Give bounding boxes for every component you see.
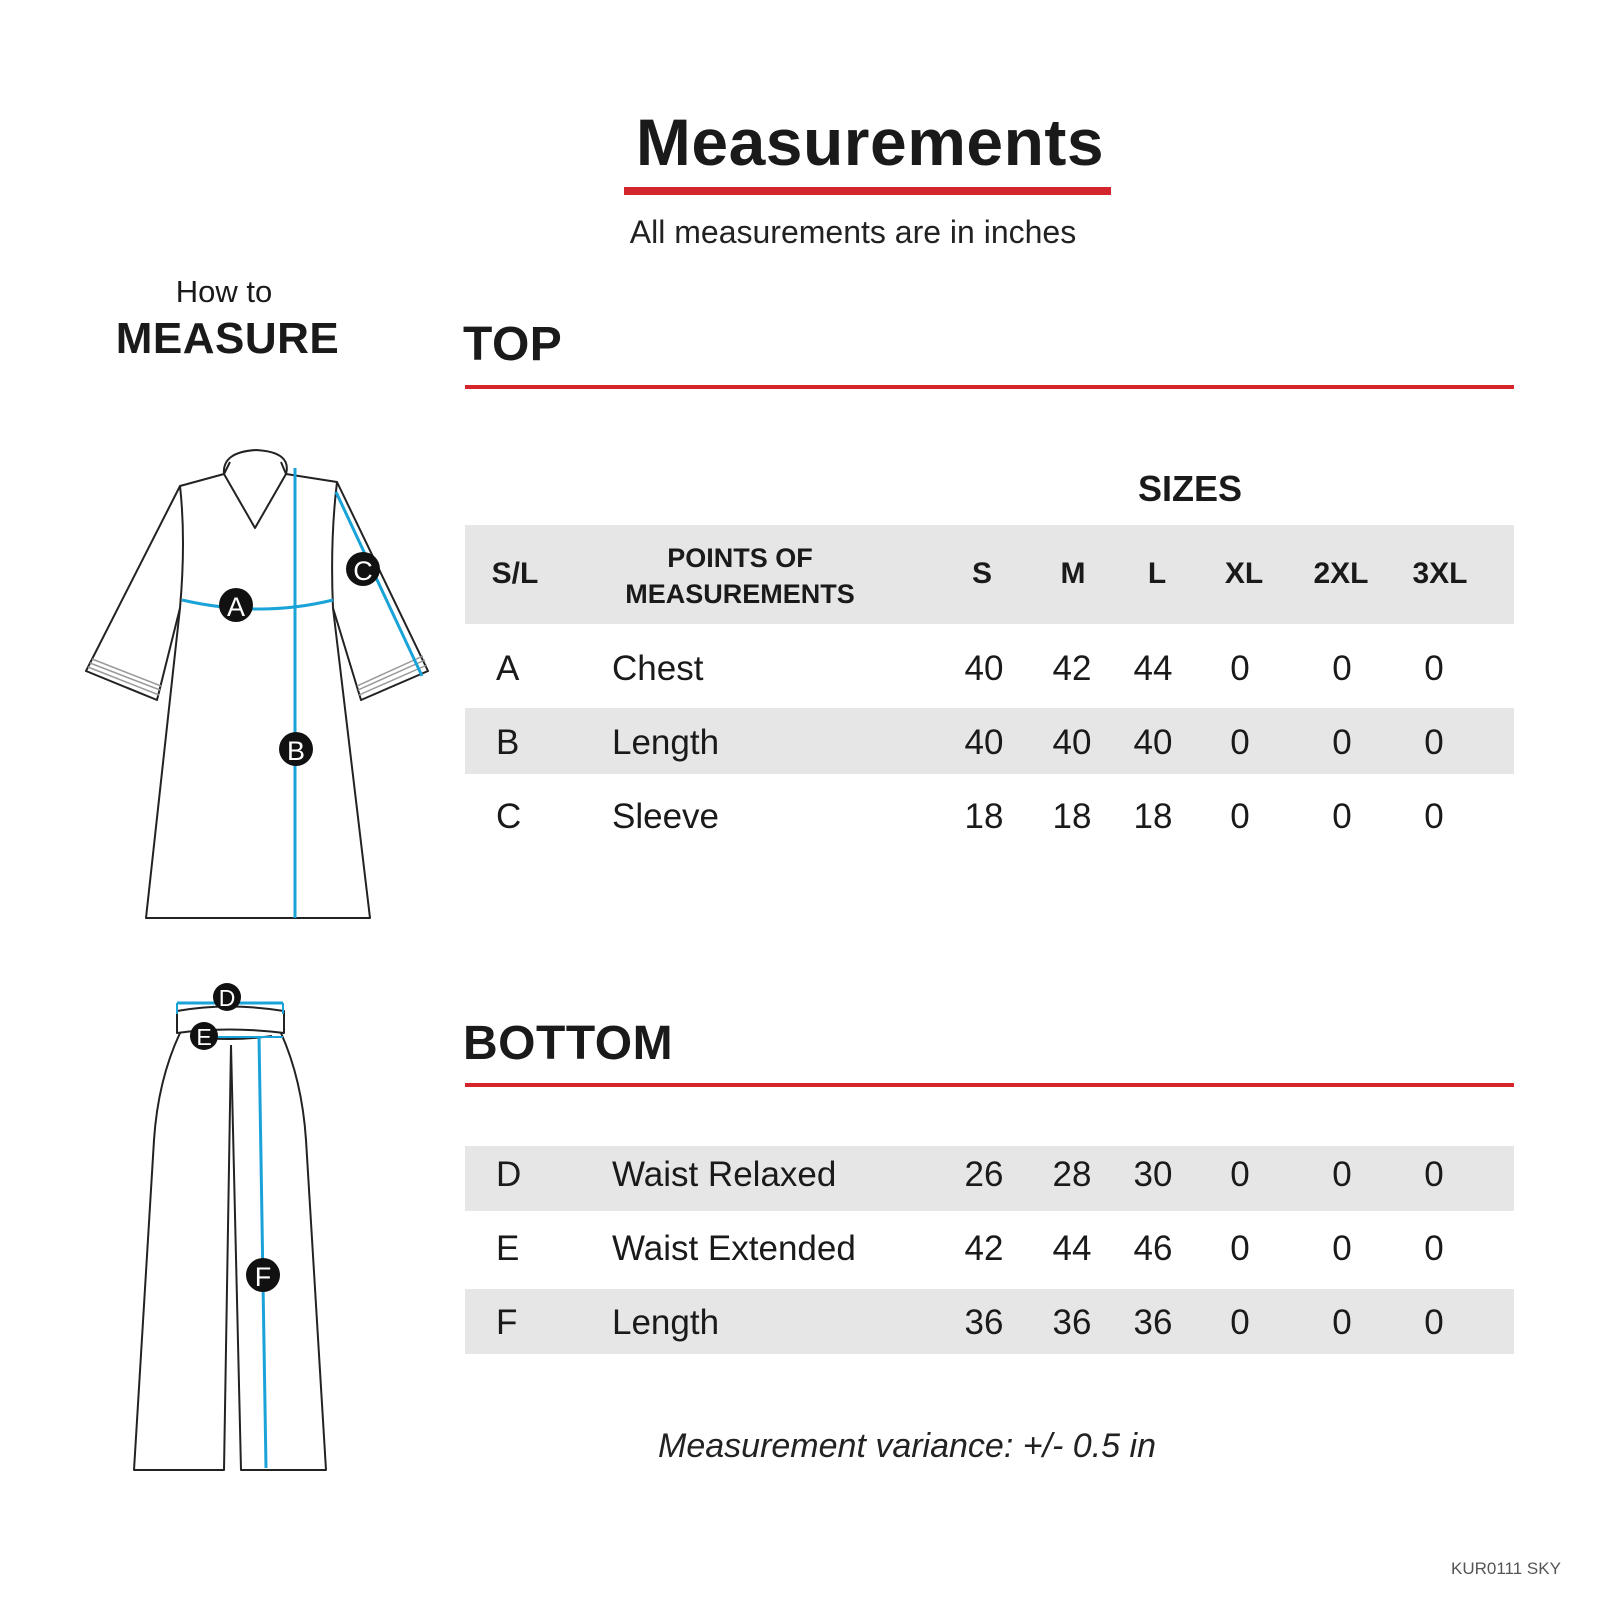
- row-code: F: [496, 1303, 518, 1342]
- cell-m: 44: [1052, 1229, 1092, 1268]
- how-to-heading-big: MEASURE: [115, 314, 340, 363]
- cell-l: 44: [1133, 649, 1173, 688]
- header-pom-line2: MEASUREMENTS: [625, 579, 855, 609]
- cell-xl: 0: [1230, 723, 1250, 762]
- header-size-xl: XL: [1224, 557, 1264, 590]
- diagram-label-f: F: [254, 1262, 272, 1292]
- cell-3xl: 0: [1424, 797, 1444, 836]
- header-size-m: M: [1060, 557, 1086, 590]
- header-pom-line1: POINTS OF: [667, 543, 813, 573]
- cell-xl: 0: [1230, 1229, 1250, 1268]
- row-code: B: [496, 723, 520, 762]
- cell-3xl: 0: [1424, 1229, 1444, 1268]
- diagram-label-d: D: [218, 985, 236, 1011]
- cell-l: 40: [1133, 723, 1173, 762]
- header-size-3xl: 3XL: [1412, 557, 1468, 590]
- row-code: C: [496, 797, 522, 836]
- row-name: Chest: [612, 649, 704, 688]
- cell-2xl: 0: [1332, 1229, 1352, 1268]
- cell-2xl: 0: [1332, 1303, 1352, 1342]
- cell-xl: 0: [1230, 797, 1250, 836]
- cell-3xl: 0: [1424, 1155, 1444, 1194]
- top-section-rule: [465, 385, 1514, 389]
- cell-3xl: 0: [1424, 1303, 1444, 1342]
- pants-diagram: [0, 975, 460, 1485]
- cell-l: 46: [1133, 1229, 1173, 1268]
- cell-s: 18: [964, 797, 1004, 836]
- cell-3xl: 0: [1424, 723, 1444, 762]
- cell-l: 30: [1133, 1155, 1173, 1194]
- row-name: Waist Relaxed: [612, 1155, 837, 1194]
- label-f-icon: [246, 1258, 280, 1292]
- cell-xl: 0: [1230, 649, 1250, 688]
- cell-m: 28: [1052, 1155, 1092, 1194]
- label-d-icon: [213, 983, 241, 1011]
- label-c-icon: [346, 552, 380, 586]
- row-name: Sleeve: [612, 797, 720, 836]
- diagram-label-a: A: [226, 592, 246, 622]
- header-sl: S/L: [491, 557, 539, 590]
- row-name: Length: [612, 723, 720, 762]
- measurement-variance-note: Measurement variance: +/- 0.5 in: [658, 1427, 1156, 1465]
- cell-s: 40: [964, 723, 1004, 762]
- row-code: A: [496, 649, 520, 688]
- page-title: Measurements: [635, 105, 1105, 179]
- row-code: D: [496, 1155, 522, 1194]
- cell-s: 42: [964, 1229, 1004, 1268]
- cell-s: 36: [964, 1303, 1004, 1342]
- bottom-section-title: BOTTOM: [463, 1017, 674, 1070]
- cell-m: 42: [1052, 649, 1092, 688]
- row-code: E: [496, 1229, 520, 1268]
- cell-xl: 0: [1230, 1303, 1250, 1342]
- title-underline: [624, 187, 1111, 195]
- page-subtitle: All measurements are in inches: [629, 214, 1077, 250]
- cell-2xl: 0: [1332, 1155, 1352, 1194]
- row-name: Length: [612, 1303, 720, 1342]
- cell-s: 26: [964, 1155, 1004, 1194]
- cell-2xl: 0: [1332, 723, 1352, 762]
- cell-xl: 0: [1230, 1155, 1250, 1194]
- cell-3xl: 0: [1424, 649, 1444, 688]
- bottom-section-rule: [465, 1083, 1514, 1087]
- cell-m: 40: [1052, 723, 1092, 762]
- kurta-diagram: [0, 420, 460, 930]
- label-a-icon: [219, 588, 253, 622]
- cell-s: 40: [964, 649, 1004, 688]
- cell-2xl: 0: [1332, 649, 1352, 688]
- header-size-s: S: [971, 557, 992, 590]
- diagram-label-c: C: [353, 556, 373, 586]
- row-name: Waist Extended: [612, 1229, 856, 1268]
- how-to-heading-small: How to: [175, 274, 273, 309]
- diagram-label-e: E: [196, 1024, 212, 1050]
- header-points-of-measurements: [590, 540, 890, 612]
- product-code: KUR0111 SKY: [1451, 1559, 1561, 1578]
- cell-m: 18: [1052, 797, 1092, 836]
- cell-l: 18: [1133, 797, 1173, 836]
- cell-2xl: 0: [1332, 797, 1352, 836]
- label-b-icon: [279, 732, 313, 766]
- diagram-label-b: B: [286, 736, 306, 766]
- sizes-label: SIZES: [1137, 468, 1243, 509]
- top-section-title: TOP: [463, 318, 563, 371]
- header-size-2xl: 2XL: [1313, 557, 1369, 590]
- cell-m: 36: [1052, 1303, 1092, 1342]
- label-e-icon: [190, 1022, 218, 1050]
- header-size-l: L: [1147, 557, 1167, 590]
- cell-l: 36: [1133, 1303, 1173, 1342]
